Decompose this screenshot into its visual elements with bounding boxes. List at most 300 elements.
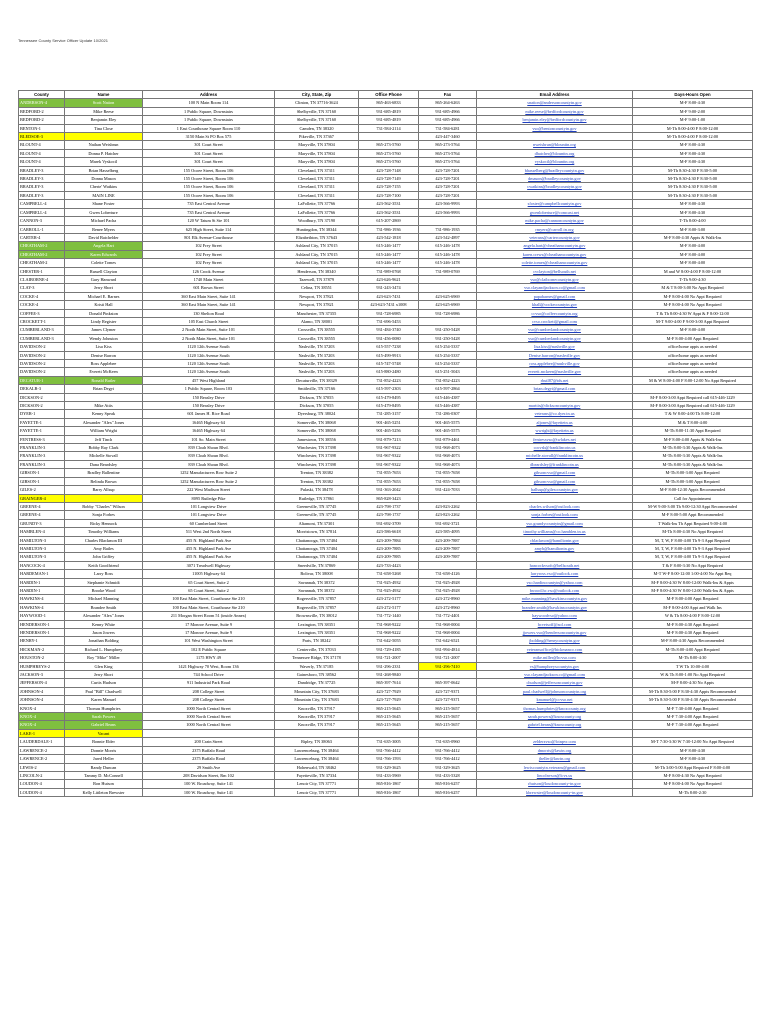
cell-days-hours: M-F 7:30-4:00 Appt Required (633, 713, 753, 721)
cell-address: 1 Public Square, Downstairs (143, 107, 275, 115)
cell-days-hours: office/home appts as needed (633, 343, 753, 351)
cell-address: 101 Longview Drive (143, 502, 275, 510)
cell-address: 301 Court Street (143, 158, 275, 166)
cell-days-hours: M-F 8:00-4:00 (633, 242, 753, 250)
cell-fax: 731-989-0769 (419, 267, 477, 275)
cell-fax: 615-446-4387 (419, 393, 477, 401)
cell-name: Timothy Williams (65, 528, 143, 536)
cell-county: CUMBERLAND-3 (19, 326, 65, 334)
table-body (19, 99, 753, 797)
cell-city-state-zip: Ashland City, TN 37015 (275, 242, 359, 250)
cell-email[interactable]: bwood.hc.vso@outlook.com (477, 586, 633, 594)
cell-office-phone: 931-685-4819 (359, 107, 419, 115)
cell-address: 17 Monroe Avenue, Suite 9 (143, 629, 275, 637)
cell-name: Nathan Weisbrun (65, 141, 143, 149)
cell-address: 2 North Main Street, Suite 101 (143, 326, 275, 334)
table-row (19, 603, 753, 611)
cell-days-hours: M-Th 8:30-4:30 F 8:30-5:00 (633, 166, 753, 174)
cell-address: 1120 12th Avenue South (143, 368, 275, 376)
cell-email[interactable]: lewiscountytn.veterans@gmail.com (477, 763, 633, 771)
cell-city-state-zip: Tennessee Ridge, TN 37178 (275, 654, 359, 662)
cell-name: Jared Heller (65, 755, 143, 763)
table-row (19, 427, 753, 435)
cell-office-phone: 615-747-5748 (359, 360, 419, 368)
cell-days-hours: M-F 9:00-1:00 (633, 116, 753, 124)
cell-days-hours: M-F 8:00-4:30 No Appts (633, 679, 753, 687)
cell-email[interactable]: fentressvso@twlakes.net (477, 435, 633, 443)
cell-email[interactable]: gibsoncvso@gmail.com (477, 469, 633, 477)
cell-email[interactable]: marttis@dicksoncountytn.gov (477, 402, 633, 410)
cell-fax: 423-823-2262 (419, 502, 477, 510)
cell-office-phone: 731-968-9222 (359, 629, 419, 637)
cell-email[interactable]: paul.chadwell@johnsoncountytn.org (477, 687, 633, 695)
cell-fax: 865-215-5657 (419, 704, 477, 712)
cell-name: Stephanie Schmidt (65, 578, 143, 586)
cell-county: JOHNSON-4 (19, 696, 65, 704)
cell-address: 801 Elk Avenue-Courthouse (143, 233, 275, 241)
cell-office-phone: 731-642-5055 (359, 637, 419, 645)
cell-city-state-zip: Maryville, TN 37804 (275, 149, 359, 157)
table-row (19, 612, 753, 620)
cell-email[interactable]: vso@bentoncountytn.gov (477, 124, 633, 132)
table-row (19, 124, 753, 132)
cell-days-hours: M-F 8:00-4:30 W 8:00-12:00 Walk-Ins & Appts (633, 586, 753, 594)
cell-county: COCKE-4 (19, 292, 65, 300)
cell-email[interactable]: cwatkins@bradleycountytn.gov (477, 183, 633, 191)
cell-county: KNOX-4 (19, 713, 65, 721)
cell-fax (419, 217, 477, 225)
cell-fax: 865-273-5764 (419, 158, 477, 166)
cell-days-hours: M-F 8:00-4:30 Appts & Walk-Ins (633, 233, 753, 241)
cell-city-state-zip: Knoxville, TN 37917 (275, 721, 359, 729)
cell-name: Renee Myers (65, 225, 143, 233)
cell-fax (419, 494, 477, 502)
cell-name: James Clymer (65, 326, 143, 334)
cell-days-hours: M-F 8:00-3:00 Appt Required call 615-446-1229 (633, 393, 753, 401)
cell-name: Russell Clayton (65, 267, 143, 275)
cell-name: Colette Tomes (65, 259, 143, 267)
cell-email[interactable]: kmanuel@jccvso.net (477, 696, 633, 704)
cell-office-phone: 901-465-5256 (359, 427, 419, 435)
cell-email[interactable]: jheller@lawtn.org (477, 755, 633, 763)
cell-office-phone: 615-246-1477 (359, 259, 419, 267)
cell-email[interactable]: dhatcher@blounttn.org (477, 149, 633, 157)
cell-office-phone: 423-798-1737 (359, 502, 419, 510)
cell-email[interactable]: vso.clayandjackson.co@gmail.com (477, 284, 633, 292)
cell-name: Roy "Mike" Miller (65, 654, 143, 662)
cell-county: HAWKINS-4 (19, 603, 65, 611)
cell-city-state-zip: Lexington, TN 38351 (275, 620, 359, 628)
cell-email[interactable]: snation@andersoncountytn.gov (477, 99, 633, 107)
cell-days-hours: M, T, W, F 8:00-4:00 Th 9-3 Appt Required (633, 544, 753, 552)
cell-days-hours: M-Th 8:00-3:00 Appt Required (633, 469, 753, 477)
cell-email[interactable]: bhasselberg@bradleycountytn.gov (477, 166, 633, 174)
cell-office-phone: 423-542-1818 (359, 233, 419, 241)
table-row (19, 317, 753, 325)
header-days-hours: Days-Hours Open (633, 91, 753, 99)
cell-address: 65 Court Street, Suite 2 (143, 578, 275, 586)
cell-county: HENDERSON-1 (19, 629, 65, 637)
cell-email[interactable]: cvclayton@bellsouth.net (477, 267, 633, 275)
cell-name: John Griffey (65, 553, 143, 561)
cell-county: HUMPHREYS-2 (19, 662, 65, 670)
cell-city-state-zip: Fayetteville, TN 37334 (275, 771, 359, 779)
table-row (19, 99, 753, 107)
cell-office-phone: 865-816-1867 (359, 780, 419, 788)
cell-email[interactable]: nweisbrun@blounttn.org (477, 141, 633, 149)
cell-name: Lisa Kiss (65, 343, 143, 351)
cell-office-phone: 423-728-7148 (359, 166, 419, 174)
cell-office-phone: 615-499-9913 (359, 351, 419, 359)
cell-days-hours: M-Th 8:00-2:30 (633, 788, 753, 796)
cell-office-phone: 423-209-7884 (359, 536, 419, 544)
cell-email[interactable]: rmyers@carroll.tn.org (477, 225, 633, 233)
table-row (19, 284, 753, 292)
cell-email[interactable]: Denise.barron@nashville.gov (477, 351, 633, 359)
cell-days-hours: M-F 8:00-12:30 Appts Recommended (633, 486, 753, 494)
cell-email[interactable]: gwenloberture@comcast.net (477, 208, 633, 216)
cell-email[interactable]: lincolnvsos@lcvs.us (477, 771, 633, 779)
cell-fax: 931-329-3625 (419, 763, 477, 771)
cell-address: 1 East Courthouse Square Room 110 (143, 124, 275, 132)
cell-office-phone: 423-562-3531 (359, 200, 419, 208)
cell-city-state-zip: Winchester, TN 37398 (275, 452, 359, 460)
cell-email[interactable]: zelderzvso@lctnpvr.com (477, 738, 633, 746)
cell-days-hours: M-T 7:30-3:30 W 7:30-12:00 No Appt Required (633, 738, 753, 746)
cell-county: HAMBLEN-4 (19, 528, 65, 536)
cell-address: 150 Beasley Drive (143, 393, 275, 401)
cell-county: CAMPBELL-4 (19, 200, 65, 208)
cell-email[interactable]: wwright@fayettetn.us (477, 427, 633, 435)
cell-email[interactable]: everett.mckeen@nashville.gov (477, 368, 633, 376)
cell-fax: 865-273-5764 (419, 149, 477, 157)
cell-address: 100 N Main Room 114 (143, 99, 275, 107)
cell-days-hours: M-F 8:00-4:30 (633, 200, 753, 208)
cell-email[interactable]: sonja.forbes@outlook.com (477, 511, 633, 519)
cell-email[interactable]: hancockvsofc@bellsouth.net (477, 561, 633, 569)
cell-email[interactable]: kbrewster@loudoncounty-tn.gov (477, 788, 633, 796)
cell-email[interactable]: brandee.smith@hawkinscountytn.gov (477, 603, 633, 611)
table-row (19, 452, 753, 460)
cell-email[interactable]: dmason@bradleycountytn.gov (477, 175, 633, 183)
cell-address: 11005 Highway 64 (143, 570, 275, 578)
cell-fax: 931-968-4073 (419, 460, 477, 468)
cell-office-phone: 423-727-7929 (359, 687, 419, 695)
cell-city-state-zip: Winchester, TN 37398 (275, 460, 359, 468)
cell-fax: 615-246-1478 (419, 250, 477, 258)
cell-fax (419, 561, 477, 569)
cell-email[interactable]: papabarnes@gmail.com (477, 292, 633, 300)
cell-office-phone: 931-329-3625 (359, 763, 419, 771)
cell-city-state-zip (275, 729, 359, 737)
cell-city-state-zip: Lexington, TN 38351 (275, 629, 359, 637)
cell-email[interactable]: veterans@co.dyer.tn.us (477, 410, 633, 418)
cell-email[interactable]: jjowers.vso@hendersoncountytn.gov (477, 629, 633, 637)
cell-city-state-zip: Jamestown, TN 38556 (275, 435, 359, 443)
cell-fax: 423-728-7201 (419, 191, 477, 199)
header-name: Name (65, 91, 143, 99)
table-row (19, 553, 753, 561)
cell-email[interactable]: chudson@jeffersoncountytn.gov (477, 679, 633, 687)
cell-email[interactable]: brian.degyi@gmail.com (477, 385, 633, 393)
table-row (19, 629, 753, 637)
cell-city-state-zip: Lenoir City, TN 37771 (275, 780, 359, 788)
cell-days-hours: M-Th 8:00-3:30 Appts & Walk-Ins (633, 444, 753, 452)
cell-office-phone: 865-273-5760 (359, 149, 419, 157)
cell-email[interactable]: vso.clayandjackson.co@gmail.com (477, 671, 633, 679)
cell-name: Shane Foster (65, 200, 143, 208)
cell-city-state-zip: Gainesboro, TN 38562 (275, 671, 359, 679)
cell-days-hours: M-Th 8:30-4:30 F 8:30-5:00 (633, 175, 753, 183)
cell-days-hours: M-F 8:00-4:00 Appts & Walk-Ins (633, 435, 753, 443)
cell-county: BLOUNT-4 (19, 141, 65, 149)
cell-office-phone: 731-925-4932 (359, 586, 419, 594)
cell-city-state-zip: Mountain City, TN 37683 (275, 696, 359, 704)
cell-fax: 865-264-6263 (419, 99, 477, 107)
cell-email[interactable]: vyskocil@blounttn.org (477, 158, 633, 166)
cell-county: HARDEMAN-1 (19, 570, 65, 578)
cell-days-hours: M-F 8:00-4:00 Appt and Walk Ins (633, 603, 753, 611)
cell-fax: 731-925-4928 (419, 586, 477, 594)
cell-days-hours: M-T 9:00-4:00 F 9:00-3:00 Appt Required (633, 317, 753, 325)
cell-email[interactable]: vso@cumberlandcountytn.gov (477, 326, 633, 334)
cell-office-phone: 931-967-9322 (359, 444, 419, 452)
cell-fax: 423-585-4095 (419, 528, 477, 536)
cell-county: DAVIDSON-2 (19, 360, 65, 368)
cell-days-hours: T & F 8:00-3:30 No Appt Required (633, 561, 753, 569)
cell-city-state-zip: Greeneville, TN 37745 (275, 511, 359, 519)
table-row (19, 704, 753, 712)
cell-address: 1000 North Central Street (143, 721, 275, 729)
cell-days-hours: W & Th 8:00-4:00 F 8:00-12:00 (633, 612, 753, 620)
cell-name: Larry Ross (65, 570, 143, 578)
cell-days-hours: M-F 8:00-3:00 Appt Required call 615-446-1229 (633, 402, 753, 410)
cell-fax: 931-994-4814 (419, 645, 477, 653)
cell-email (477, 729, 633, 737)
cell-county: BLEDSOE-3 (19, 133, 65, 141)
cell-days-hours: M-T W-F 8:00-12:00 1:00-4:00 No Appt Req (633, 570, 753, 578)
cell-address: 105 East Church Street (143, 317, 275, 325)
cell-email[interactable]: jbolding@henrycountytn.gov (477, 637, 633, 645)
cell-email[interactable]: hcvetsoff@aol.com (477, 620, 633, 628)
cell-name: Bonnie Elder (65, 738, 143, 746)
cell-county: CROCKETT-1 (19, 317, 65, 325)
cell-email[interactable]: charles.wilson@outlook.com (477, 502, 633, 510)
cell-office-phone: 731-852-4223 (359, 376, 419, 384)
cell-city-state-zip: Winchester, TN 37398 (275, 444, 359, 452)
cell-city-state-zip: Maryville, TN 37804 (275, 158, 359, 166)
cell-days-hours: T-Th 8:00-4:00 (633, 217, 753, 225)
cell-email[interactable]: gabriel.beans@knoxcounty.org (477, 721, 633, 729)
cell-county: CLAY-3 (19, 284, 65, 292)
cell-email[interactable]: vso.hardincountytn@yahoo.com (477, 578, 633, 586)
cell-email[interactable]: timothy.williams@co.hamblen.tn.us (477, 528, 633, 536)
cell-county: JOHNSON-4 (19, 687, 65, 695)
cell-city-state-zip: Altamont, TN 37301 (275, 519, 359, 527)
cell-days-hours: M-W 9:00-3:00 Th 9:00-12:30 Appt Recommended (633, 502, 753, 510)
table-row (19, 435, 753, 443)
cell-address: 601 Brown Street (143, 284, 275, 292)
cell-county: BLOUNT-4 (19, 158, 65, 166)
cell-email[interactable]: rbutl87@tds.net (477, 376, 633, 384)
cell-county: GRUNDY-3 (19, 519, 65, 527)
table-row (19, 444, 753, 452)
cell-address: 150 Beasley Drive (143, 402, 275, 410)
cell-name: Thomas Humphries (65, 704, 143, 712)
cell-email[interactable]: aljones@fayettetn.us (477, 418, 633, 426)
cell-email[interactable]: khall@cockecountytn.gov (477, 301, 633, 309)
cell-email[interactable]: sfoster@campbellcountytn.gov (477, 200, 633, 208)
cell-county: HENDERSON-1 (19, 620, 65, 628)
cell-fax: 731-635-0960 (419, 738, 477, 746)
cell-office-phone: 423-728-7149 (359, 175, 419, 183)
cell-address: 102 Frey Street (143, 242, 275, 250)
cell-city-state-zip: Paris, TN 38242 (275, 637, 359, 645)
cell-email[interactable]: veterans@cartercountytn.gov (477, 233, 633, 241)
cell-name: Glen King (65, 662, 143, 670)
cell-email[interactable]: cocvsb@franklincotn.us (477, 444, 633, 452)
cell-email[interactable]: mike.pacha@cannoncountytn.gov (477, 217, 633, 225)
cell-days-hours: office/home appts as needed (633, 360, 753, 368)
table-row (19, 292, 753, 300)
cell-email[interactable]: mike.miller@hcvso.com (477, 654, 633, 662)
cell-email[interactable]: amyb@hamiltontn.gov (477, 544, 633, 552)
table-row (19, 107, 753, 115)
cell-email[interactable]: cblackmon@hamiltontn.gov (477, 536, 633, 544)
cell-address: 101 West Washington Street (143, 637, 275, 645)
cell-email[interactable]: dmorris@lawtn.org (477, 746, 633, 754)
cell-county: HAMILTON-3 (19, 544, 65, 552)
cell-days-hours (633, 385, 753, 393)
cell-fax: 931-685-4966 (419, 107, 477, 115)
cell-email[interactable]: michelle.stovall@franklincotn.us (477, 452, 633, 460)
cell-address: 222 West Madison Street (143, 486, 275, 494)
cell-fax: 423-209-7887 (419, 553, 477, 561)
cell-email[interactable]: vso.grundycountytn@gmail.com (477, 519, 633, 527)
cell-city-state-zip: Morristown, TN 37814 (275, 528, 359, 536)
cell-county: COFFEE-3 (19, 309, 65, 317)
header-county: County (19, 91, 65, 99)
cell-days-hours: M-Th 8:00-3:30 Appts & Walk-Ins (633, 460, 753, 468)
cell-city-state-zip: Ashland City, TN 37015 (275, 250, 359, 258)
cell-county: LAKE-1 (19, 729, 65, 737)
cell-name: Jerry Short (65, 284, 143, 292)
cell-email[interactable]: rhutson@loudoncounty-tn.gov (477, 780, 633, 788)
cell-office-phone: 931-456-0080 (359, 334, 419, 342)
cell-days-hours: office/home appts as needed (633, 351, 753, 359)
cell-email[interactable]: mike.manning@hawkinscountytn.gov (477, 595, 633, 603)
cell-fax: 931-766-4412 (419, 755, 477, 763)
cell-days-hours: M-F 8:00-4:00 (633, 326, 753, 334)
cell-county: HOUSTON-2 (19, 654, 65, 662)
cell-city-state-zip: Huntingdon, TN 38344 (275, 225, 359, 233)
cell-address: 455 N. Highland Park Ave (143, 544, 275, 552)
cell-fax: 423-728-7201 (419, 175, 477, 183)
cell-county: JACKSON-3 (19, 671, 65, 679)
table-header-row (19, 91, 753, 99)
cell-fax (419, 317, 477, 325)
cell-office-phone: 865-273-5760 (359, 158, 419, 166)
cell-email[interactable]: ccvso@coffeecountytn.org (477, 309, 633, 317)
cell-email[interactable]: benjamin.eley@bedfordcountytn.gov (477, 116, 633, 124)
cell-office-phone: 423-209-7885 (359, 544, 419, 552)
cell-email[interactable]: angela.hart@cheathamcountytn.gov (477, 242, 633, 250)
header-fax: Fax (419, 91, 477, 99)
table-row (19, 301, 753, 309)
table-row (19, 519, 753, 527)
table-row (19, 326, 753, 334)
cell-name: Bobby Ray Clark (65, 444, 143, 452)
table-row (19, 393, 753, 401)
cell-fax: 931-968-4073 (419, 444, 477, 452)
cell-email[interactable]: larryross.vso@outlook.com (477, 570, 633, 578)
cell-fax: 931-721-2007 (419, 654, 477, 662)
table-row (19, 586, 753, 594)
cell-days-hours: M-F 8:00-4:00 Appt Required (633, 595, 753, 603)
cell-address: 625 High Street, Suite 114 (143, 225, 275, 233)
cell-email[interactable]: mike.reese@bedfordcountytn.gov (477, 107, 633, 115)
cell-name: Kenny Speak (65, 410, 143, 418)
cell-email[interactable]: dbeardsley@franklincotn.us (477, 460, 633, 468)
header-office-phone: Office Phone (359, 91, 419, 99)
table-row (19, 360, 753, 368)
cell-email[interactable]: vso@claibornecountytn.gov (477, 275, 633, 283)
cell-fax: 615-246-1478 (419, 259, 477, 267)
cell-fax: 423-566-9993 (419, 208, 477, 216)
cell-days-hours: M, T, W, F 8:00-4:00 Th 9-3 Appt Required (633, 536, 753, 544)
cell-name: Sonja Forbes (65, 511, 143, 519)
cell-county: HENRY-1 (19, 637, 65, 645)
cell-fax: 423-625-6969 (419, 301, 477, 309)
cell-email[interactable]: karen.crews@cheathamcountytn.gov (477, 250, 633, 258)
cell-email[interactable]: colette.tomes@cheathamcountytn.gov (477, 259, 633, 267)
cell-days-hours: M-Th 8:30-5:00 F 8:30-4:30 Appts Recommended (633, 687, 753, 695)
cell-office-phone: 731-635-3005 (359, 738, 419, 746)
table-row (19, 175, 753, 183)
cell-email[interactable]: sarah.powers@knoxcounty.org (477, 713, 633, 721)
table-row (19, 225, 753, 233)
cell-email[interactable]: ballsup@gilescountytn.gov (477, 486, 633, 494)
cell-address: 1175 HWY 49 (143, 654, 275, 662)
cell-office-phone: 931-766-1593 (359, 755, 419, 763)
cell-city-state-zip: Dickson, TN 37055 (275, 393, 359, 401)
cell-email (477, 191, 633, 199)
cell-email[interactable]: veteransoffice@hickmanco.com (477, 645, 633, 653)
cell-city-state-zip: Cleveland, TN 37311 (275, 191, 359, 199)
cell-email[interactable]: cvso.crockett@gmail.com (477, 317, 633, 325)
cell-city-state-zip: Shelbyville, TN 37160 (275, 107, 359, 115)
cell-email[interactable]: vso@cumberlandcountytn.gov (477, 334, 633, 342)
cell-days-hours: M & T 8:00-4:00 (633, 418, 753, 426)
cell-name: Tammy D. McConnell (65, 771, 143, 779)
cell-fax: 423-728-7201 (419, 183, 477, 191)
cell-county: BLOUNT-4 (19, 149, 65, 157)
cell-office-phone: 731-658-5268 (359, 570, 419, 578)
cell-days-hours: M-F 8:00-4:30 No Appt Required (633, 771, 753, 779)
cell-email[interactable]: lisa.kiss@nashville.gov (477, 343, 633, 351)
cell-email[interactable]: haywoodvso@yahoo.com (477, 612, 633, 620)
cell-fax: 615-251-5043 (419, 368, 477, 376)
cell-email[interactable]: vs@humphreyscountytn.gov (477, 662, 633, 670)
cell-email[interactable]: gibsoncvso@gmail.com (477, 477, 633, 485)
cell-email[interactable]: ross.applebee@nashville.gov (477, 360, 633, 368)
cell-name: Michael Manning (65, 595, 143, 603)
cell-days-hours: M-F 8:00-3:00 (633, 225, 753, 233)
cell-email[interactable]: thomas.humphries@knoxcounty.org (477, 704, 633, 712)
cell-fax: 615-254-5337 (419, 343, 477, 351)
table-row (19, 771, 753, 779)
cell-name: William Wright (65, 427, 143, 435)
